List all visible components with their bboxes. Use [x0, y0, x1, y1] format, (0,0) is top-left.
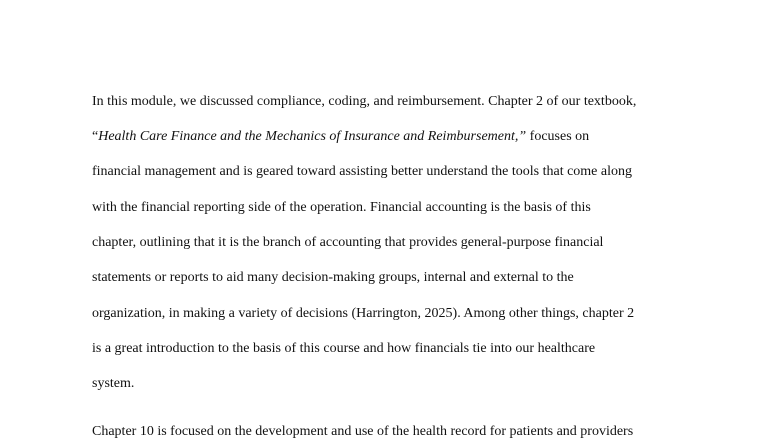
paragraph-1-line-8: is a great introduction to the basis of this course and how financials tie into our healthcare	[92, 341, 596, 356]
line-2-rest: focuses on	[526, 129, 590, 144]
paragraph-2-line-1: Chapter 10 is focused on the development and use of the health record for patients and providers	[92, 424, 634, 439]
book-title: Health Care Finance and the Mechanics of Insurance and Reimbursement,”	[98, 129, 527, 144]
paragraph-1-line-3: financial management and is geared toward assisting better understand the tools that come along	[92, 164, 632, 179]
paragraph-1-line-2	[92, 128, 589, 146]
paragraph-1-line-7: organization, in making a variety of decisions (Harrington, 2025). Among other things, chapter 2	[92, 306, 635, 321]
paragraph-1-line-6: statements or reports to aid many decision-making groups, internal and external to the	[92, 270, 574, 285]
paragraph-1-line-5: chapter, outlining that it is the branch of accounting that provides general-purpose financial	[92, 235, 604, 250]
paragraph-1-line-4: with the financial reporting side of the operation. Financial accounting is the basis of this	[92, 200, 591, 215]
paragraph-1-line-9: system.	[92, 376, 135, 391]
paragraph-1-line-1: In this module, we discussed compliance, coding, and reimbursement. Chapter 2 of our textbook,	[92, 94, 637, 109]
open-quote: “	[92, 129, 99, 144]
